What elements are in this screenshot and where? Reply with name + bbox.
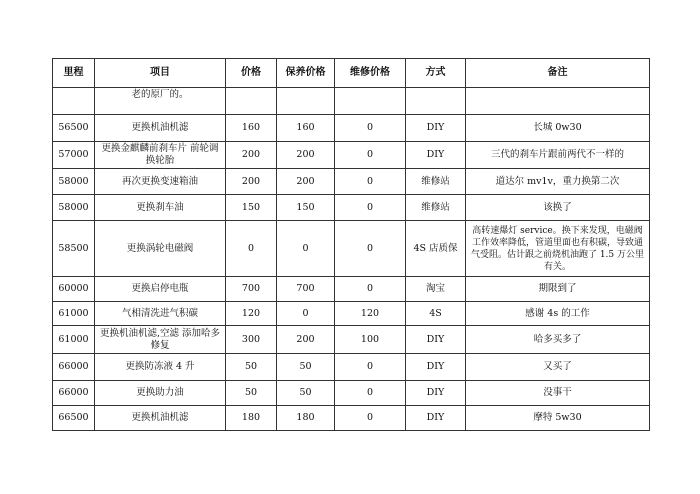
- cell-repair-price: 0: [335, 381, 406, 406]
- cell-note: 长城 0w30: [466, 115, 650, 142]
- cell-repair-price: 120: [335, 302, 406, 326]
- table-row: [53, 381, 650, 406]
- cell-repair-price: 0: [335, 277, 406, 302]
- cell-mileage: 66000: [53, 381, 95, 406]
- cell-note: 摩特 5w30: [466, 406, 650, 431]
- cell-price: 50: [226, 354, 277, 381]
- cell-method: DIY: [406, 406, 466, 431]
- cell-method: DIY: [406, 115, 466, 142]
- cell-item: 气相清洗进气积碳: [95, 302, 226, 326]
- cell-item: 更换机油机滤: [95, 406, 226, 431]
- cell-note: 感谢 4s 的工作: [466, 302, 650, 326]
- cell-item: 更换涡轮电磁阀: [95, 221, 226, 277]
- table-row: [53, 302, 650, 326]
- cell-repair-price: 0: [335, 115, 406, 142]
- cell-price: 50: [226, 381, 277, 406]
- cell-method: 4S: [406, 302, 466, 326]
- cell-mileage: 56500: [53, 115, 95, 142]
- maintenance-log-table: [52, 58, 650, 431]
- header-method: 方式: [406, 59, 466, 88]
- cell-mileage: 58500: [53, 221, 95, 277]
- header-maintenance-price: 保养价格: [277, 59, 335, 88]
- table-row: [53, 169, 650, 195]
- cell-item: 更换防冻液 4 升: [95, 354, 226, 381]
- cell-note: 三代的刹车片跟前两代不一样的: [466, 142, 650, 169]
- cell-mileage: 57000: [53, 142, 95, 169]
- cell-price: 120: [226, 302, 277, 326]
- cell-mileage: 58000: [53, 169, 95, 195]
- cell-price: 200: [226, 169, 277, 195]
- cell-maintenance-price: 200: [277, 142, 335, 169]
- table-row: [53, 195, 650, 221]
- cell-note: 又买了: [466, 354, 650, 381]
- cell-method: 4S 店质保: [406, 221, 466, 277]
- cell-maintenance-price: 200: [277, 326, 335, 354]
- cell-maintenance-price: 0: [277, 302, 335, 326]
- table-row: [53, 221, 650, 277]
- cell-method: DIY: [406, 381, 466, 406]
- cell-repair-price: 0: [335, 169, 406, 195]
- cell-maintenance-price: 150: [277, 195, 335, 221]
- cell-price: 160: [226, 115, 277, 142]
- cell-repair-price: [335, 88, 406, 115]
- cell-maintenance-price: 0: [277, 221, 335, 277]
- cell-note: 没事干: [466, 381, 650, 406]
- cell-repair-price: 0: [335, 195, 406, 221]
- cell-repair-price: 0: [335, 354, 406, 381]
- cell-method: DIY: [406, 326, 466, 354]
- cell-note: 高转速爆灯 service。换下来发现，电磁阀工作效率降低，管道里面也有积碳，导致通气受阻。估计跟之前烧机油跑了 1.5 万公里有关。: [466, 221, 650, 277]
- cell-maintenance-price: 50: [277, 354, 335, 381]
- cell-maintenance-price: [277, 88, 335, 115]
- cell-price: 180: [226, 406, 277, 431]
- cell-mileage: 61000: [53, 326, 95, 354]
- cell-mileage: 66500: [53, 406, 95, 431]
- table-row: [53, 326, 650, 354]
- cell-note: [466, 88, 650, 115]
- cell-item: 再次更换变速箱油: [95, 169, 226, 195]
- cell-item: 更换机油机滤,空滤 添加哈多修复: [95, 326, 226, 354]
- cell-mileage: 61000: [53, 302, 95, 326]
- table-row: [53, 88, 650, 115]
- header-repair-price: 维修价格: [335, 59, 406, 88]
- cell-method: [406, 88, 466, 115]
- cell-repair-price: 0: [335, 221, 406, 277]
- cell-note: 期限到了: [466, 277, 650, 302]
- cell-price: 300: [226, 326, 277, 354]
- cell-maintenance-price: 700: [277, 277, 335, 302]
- cell-price: 700: [226, 277, 277, 302]
- cell-note: 该换了: [466, 195, 650, 221]
- cell-item: 更换启停电瓶: [95, 277, 226, 302]
- header-row: [53, 59, 650, 88]
- cell-mileage: [53, 88, 95, 115]
- cell-item: 更换刹车油: [95, 195, 226, 221]
- header-note: 备注: [466, 59, 650, 88]
- cell-maintenance-price: 180: [277, 406, 335, 431]
- cell-method: 淘宝: [406, 277, 466, 302]
- cell-price: 200: [226, 142, 277, 169]
- cell-item: 更换金麒麟前刹车片 前轮调换轮胎: [95, 142, 226, 169]
- cell-note: 哈多买多了: [466, 326, 650, 354]
- cell-price: 150: [226, 195, 277, 221]
- cell-repair-price: 100: [335, 326, 406, 354]
- cell-mileage: 66000: [53, 354, 95, 381]
- table-row: [53, 277, 650, 302]
- cell-note: 道达尔 mv1v，重力换第二次: [466, 169, 650, 195]
- cell-repair-price: 0: [335, 142, 406, 169]
- table-row: [53, 115, 650, 142]
- cell-item: 更换机油机滤: [95, 115, 226, 142]
- cell-item: 老的原厂的。: [95, 88, 226, 115]
- header-item: 项目: [95, 59, 226, 88]
- header-price: 价格: [226, 59, 277, 88]
- cell-maintenance-price: 50: [277, 381, 335, 406]
- cell-method: DIY: [406, 142, 466, 169]
- cell-method: DIY: [406, 354, 466, 381]
- cell-repair-price: 0: [335, 406, 406, 431]
- cell-mileage: 58000: [53, 195, 95, 221]
- cell-price: 0: [226, 221, 277, 277]
- header-mileage: 里程: [53, 59, 95, 88]
- cell-maintenance-price: 160: [277, 115, 335, 142]
- cell-mileage: 60000: [53, 277, 95, 302]
- cell-maintenance-price: 200: [277, 169, 335, 195]
- table-row: [53, 354, 650, 381]
- cell-item: 更换助力油: [95, 381, 226, 406]
- cell-method: 维修站: [406, 195, 466, 221]
- cell-method: 维修站: [406, 169, 466, 195]
- table-row: [53, 142, 650, 169]
- table-row: [53, 406, 650, 431]
- cell-price: [226, 88, 277, 115]
